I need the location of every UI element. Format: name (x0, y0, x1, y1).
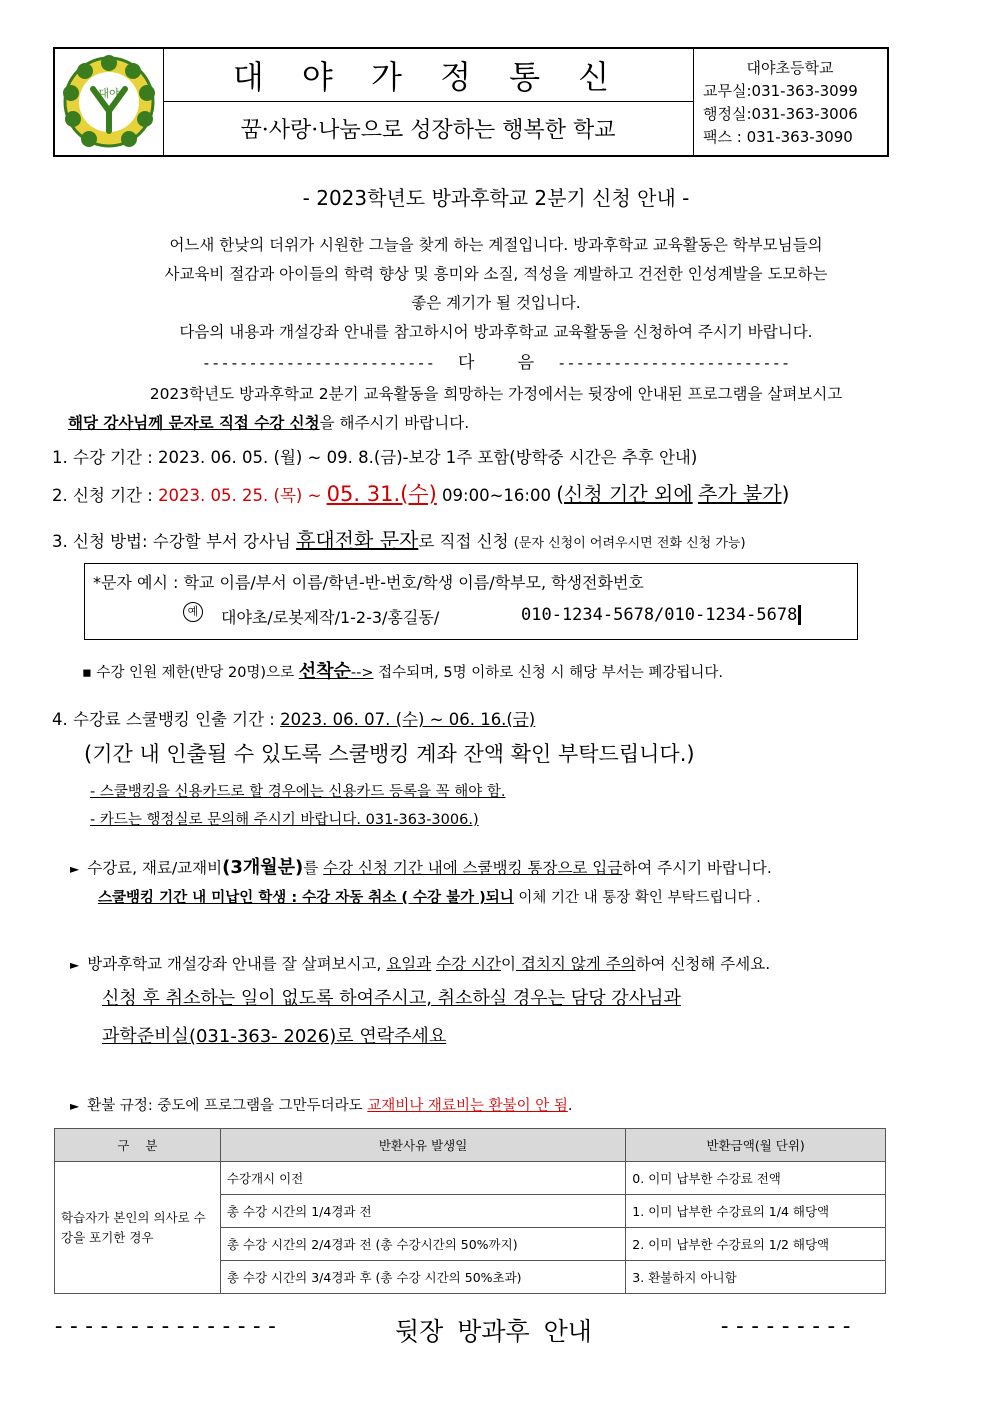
refund-amount: 0. 이미 납부한 수강료 전액 (626, 1162, 886, 1195)
sms-example-phones: 010-1234-5678/010-1234-5678 (521, 605, 801, 625)
intro-line-1: 어느새 한낮의 더위가 시원한 그늘을 찾게 하는 계절입니다. 방과후학교 교육활동은 학부모님들의 (169, 236, 823, 254)
school-logo (55, 49, 163, 155)
credit-card-note: - 스쿨뱅킹을 신용카드로 할 경우에는 신용카드 등록을 꼭 해야 함. (90, 784, 506, 800)
application-label: 신청 기간 : (73, 486, 159, 505)
schedule-bullet: ► 방과후학교 개설강좌 안내를 잘 살펴보시고, 요일과 수강 시간이 겹치지 않게 주의하여 신청해 주세요. (70, 955, 771, 973)
sms-example-box (84, 563, 858, 640)
table-header-row (55, 1129, 886, 1162)
application-start: 2023. 05. 25. (목) ~ (158, 486, 327, 505)
lead-emphasis: 해당 강사님께 문자로 직접 수강 신청 (68, 414, 320, 432)
divider-left: ------------------------- (201, 354, 436, 372)
section-divider (0, 348, 992, 373)
intro-line-3: 좋은 계기가 될 것입니다. (411, 294, 581, 312)
school-motto: 꿈·사랑·나눔으로 성장하는 행복한 학교 (163, 101, 694, 155)
example-mark-icon: 예 (183, 602, 203, 622)
refund-category: 학습자가 본인의 의사로 수강을 포기한 경우 (55, 1162, 221, 1294)
contact-science-room: 과학준비실(031-363- 2026)로 연락주세요 (102, 1026, 447, 1047)
lead-line-2 (68, 411, 469, 433)
refund-rule: ► 환불 규정: 중도에 프로그램을 그만두더라도 교재비나 재료비는 환불이 안 됨. (70, 1098, 573, 1114)
phone-office: 교무실:031-363-3099 (703, 82, 858, 100)
header-category: 구 분 (55, 1129, 221, 1162)
withdrawal-balance-note: (기간 내 인출될 수 있도록 스쿨뱅킹 계좌 잔액 확인 부탁드립니다.) (84, 742, 695, 766)
capacity-note: ▪ 수강 인원 제한(반당 20명)으로 선착순--> 접수되며, 5명 이하로 신청 시 해당 부서는 폐강됩니다. (82, 661, 723, 682)
capacity-suffix: 접수되며, 5명 이하로 신청 시 해당 부서는 폐강됩니다. (373, 665, 723, 681)
item-number: 3. (52, 532, 68, 551)
school-logo-cell (55, 49, 164, 155)
divider-right: ------------------------- (556, 354, 791, 372)
method-label: 신청 방법: 수강할 부서 강사님 (73, 532, 297, 551)
item-bank-withdrawal (52, 706, 535, 730)
refund-emphasis: 교재비나 재료비는 환불이 안 됨 (367, 1098, 568, 1114)
refund-table (54, 1128, 886, 1294)
intro-line-2: 사교육비 절감과 아이들의 학력 향상 및 흥미와 소질, 적성을 계발하고 건전한 인성계발을 도모하는 (164, 265, 828, 283)
refund-amount: 3. 환불하지 아니함 (626, 1261, 886, 1294)
method-rest: 로 직접 신청 (418, 532, 514, 551)
item-application-method (52, 524, 746, 553)
lead-line-1: 2023학년도 방과후학교 2분기 교육활동을 희망하는 가정에서는 뒷장에 안내된 프로그램을 살펴보시고 (149, 385, 843, 403)
footer-dash-right: --------- (718, 1314, 856, 1339)
item-application-period: 2. 신청 기간 : 2023. 05. 25. (목) ~ 05. 31.(수) 09:00~16:00 (신청 기간 외에 추가 불가) (52, 482, 790, 506)
no-addition-note: 추가 불가 (697, 482, 782, 506)
item-number: 2. (52, 486, 68, 505)
lead-rest: 을 해주시기 바랍니다. (319, 414, 470, 432)
unpaid-warning: 스쿨뱅킹 기간 내 미납인 학생 : 수강 자동 취소 ( 수강 불가 )되니 이체 기간 내 통장 확인 부탁드립니다 . (98, 890, 761, 906)
application-end: 05. 31.(수) (326, 482, 437, 506)
notice-title: - 2023학년도 방과후학교 2분기 신청 안내 - (302, 186, 690, 210)
bullet-arrow-icon: ► (70, 1099, 80, 1113)
capacity-prefix: ▪ 수강 인원 제한(반당 20명)으로 (82, 665, 299, 681)
fax-number: 팩스 : 031-363-3090 (703, 128, 853, 146)
header-reason: 반환사유 발생일 (220, 1129, 625, 1162)
refund-amount: 2. 이미 납부한 수강료의 1/2 해당액 (626, 1228, 886, 1261)
payment-bullet: ► 수강료, 재료/교재비(3개월분)를 수강 신청 기간 내에 스쿨뱅킹 통장으로 입금하여 주시기 바랍니다. (70, 857, 772, 878)
refund-reason: 총 수강 시간의 2/4경과 전 (총 수강시간의 50%까지) (220, 1228, 625, 1261)
sms-example-line: 대야초/로봇제작/1-2-3/홍길동/ (221, 608, 440, 627)
course-period-text: 수강 기간 : 2023. 06. 05. (월) ~ 09. 8.(금)-보강 1주 포함(방학중 시간은 추후 안내) (73, 448, 698, 467)
no-extra-note: 신청 기간 외에 (564, 482, 693, 506)
method-sms: 휴대전화 문자 (296, 528, 419, 552)
item-course-period (52, 444, 697, 468)
item-number: 1. (52, 448, 68, 467)
newsletter-title: 대 야 가 정 통 신 (163, 49, 694, 102)
table-row (55, 1162, 886, 1195)
logo-text: 대야 (98, 87, 120, 100)
sms-example-format: *문자 예시 : 학교 이름/부서 이름/학년-반-번호/학생 이름/학부모, 학생전화번호 (93, 573, 644, 592)
withdrawal-label: 수강료 스쿨뱅킹 인출 기간 : (73, 710, 281, 729)
item-number: 4. (52, 710, 68, 729)
method-note: (문자 신청이 어려우시면 전화 신청 가능) (513, 536, 746, 551)
refund-reason: 수강개시 이전 (220, 1162, 625, 1195)
divider-label: 다 음 (457, 353, 535, 373)
refund-reason: 총 수강 시간의 1/4경과 전 (220, 1195, 625, 1228)
header-amount: 반환금액(월 단위) (626, 1129, 886, 1162)
bullet-arrow-icon: ► (70, 862, 80, 876)
contact-info (693, 49, 887, 155)
refund-amount: 1. 이미 납부한 수강료의 1/4 해당액 (626, 1195, 886, 1228)
footer-back-page-note: 뒷장 방과후 안내 (395, 1317, 592, 1346)
application-time: 09:00~16:00 (436, 486, 557, 505)
newsletter-header (53, 47, 889, 157)
school-name: 대야초등학교 (746, 59, 834, 77)
unpaid-cancel-emphasis: 스쿨뱅킹 기간 내 미납인 학생 : 수강 자동 취소 ( 수강 불가 )되니 (98, 890, 514, 906)
cancellation-note: 신청 후 취소하는 일이 없도록 하여주시고, 취소하실 경우는 담당 강사님과 (102, 988, 681, 1009)
refund-reason: 총 수강 시간의 3/4경과 후 (총 수강 시간의 50%초과) (220, 1261, 625, 1294)
withdrawal-dates: 2023. 06. 07. (수) ~ 06. 16.(금) (280, 710, 536, 729)
first-come-emphasis: 선착순 (298, 661, 351, 682)
phone-admin: 행정실:031-363-3006 (703, 105, 858, 123)
card-inquiry-note: - 카드는 행정실로 문의해 주시기 바랍니다. 031-363-3006.) (90, 812, 479, 828)
bullet-arrow-icon: ► (70, 958, 80, 972)
intro-line-4: 다음의 내용과 개설강좌 안내를 참고하시어 방과후학교 교육활동을 신청하여 주시기 바랍니다. (179, 323, 813, 341)
footer-dash-left: --------------- (52, 1314, 281, 1339)
